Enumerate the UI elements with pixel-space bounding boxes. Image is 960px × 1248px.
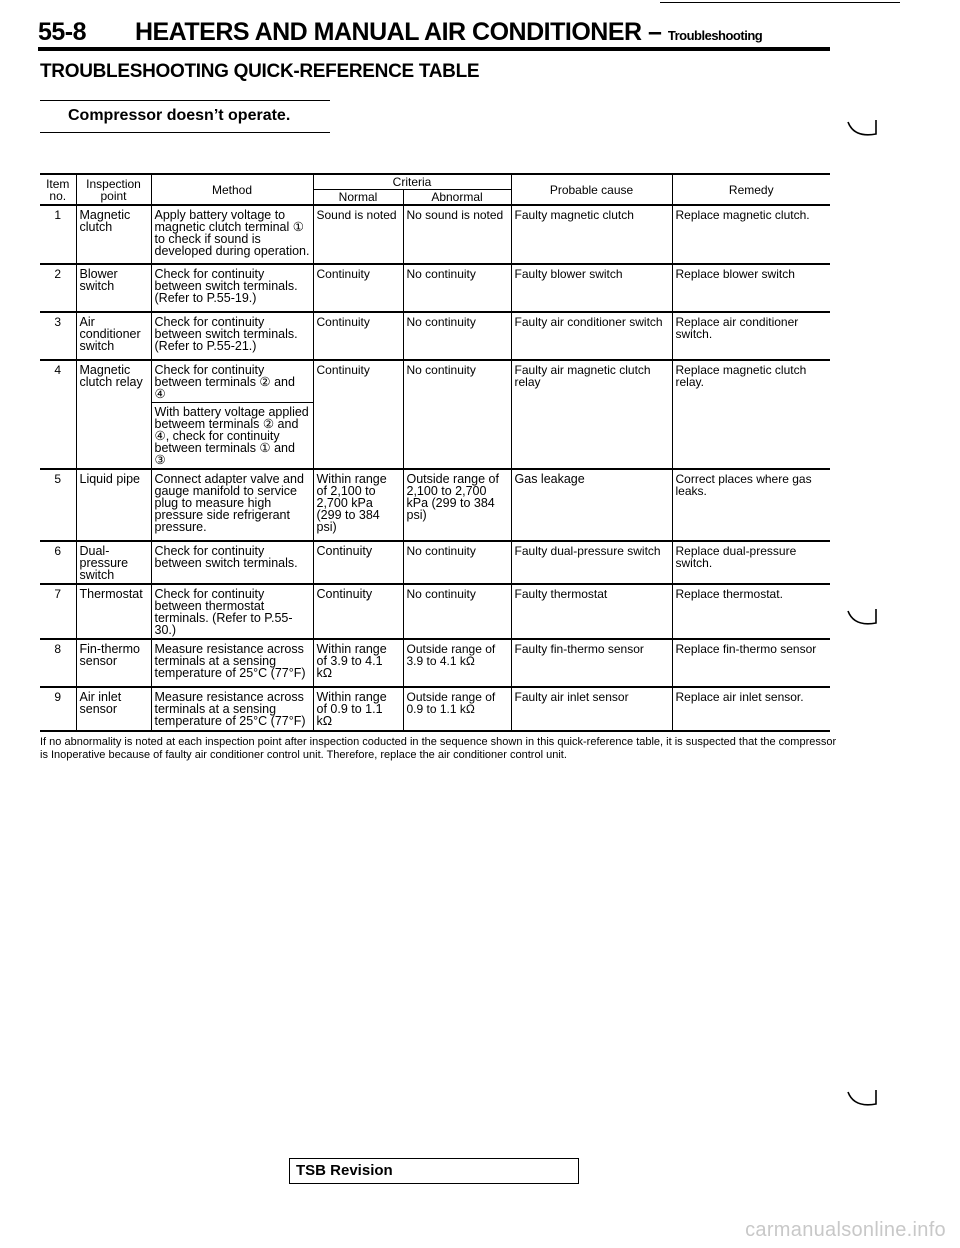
criteria-abnormal: Outside range of 3.9 to 4.1 kΩ: [403, 639, 511, 687]
table-row: [40, 205, 830, 264]
title-separator: –: [648, 18, 662, 46]
method: Apply battery voltage to magnetic clutch terminal ① to check if sound is developed during operation.: [151, 205, 313, 264]
probable-cause: Faulty magnetic clutch: [511, 205, 672, 264]
chapter-subtitle: Troubleshooting: [667, 28, 763, 43]
probable-cause: Faulty blower switch: [511, 264, 672, 312]
criteria-abnormal: No continuity: [403, 264, 511, 312]
table-row: [40, 360, 830, 403]
criteria-abnormal: No continuity: [403, 312, 511, 360]
inspection-point: Air conditioner switch: [76, 312, 151, 360]
inspection-point: Thermostat: [76, 584, 151, 639]
method: Measure resistance across terminals at a sensing temperature of 25°C (77°F): [151, 687, 313, 731]
remedy: Replace thermostat.: [672, 584, 830, 639]
item-no: 5: [40, 469, 76, 541]
inspection-point: Dual-pressure switch: [76, 541, 151, 584]
header-remedy: Remedy: [672, 174, 830, 205]
item-no: 6: [40, 541, 76, 584]
remedy: Replace magnetic clutch relay.: [672, 360, 830, 469]
footnote: If no abnormality is noted at each inspection point after inspection coducted in the sequence shown in this quick-reference table, it is suspected that the compressor is Inoperative because of faulty air conditioner control unit. Therefore, replace the air conditioner control unit.: [40, 736, 837, 761]
item-no: 1: [40, 205, 76, 264]
binder-hole-mark-icon: [846, 118, 880, 142]
remedy: Replace dual-pressure switch.: [672, 541, 830, 584]
criteria-normal: Continuity: [313, 584, 403, 639]
criteria-normal: Continuity: [313, 312, 403, 360]
method: Check for continuity between switch terminals. (Refer to P.55-19.): [151, 264, 313, 312]
criteria-normal: Continuity: [313, 360, 403, 469]
criteria-abnormal: No continuity: [403, 360, 511, 469]
table-header-row: [40, 174, 830, 190]
header-probable-cause: Probable cause: [511, 174, 672, 205]
inspection-point: Blower switch: [76, 264, 151, 312]
table-row: [40, 469, 830, 541]
header-criteria: Criteria: [313, 174, 511, 190]
criteria-abnormal: Outside range of 2,100 to 2,700 kPa (299 to 384 psi): [403, 469, 511, 541]
probable-cause: Faulty thermostat: [511, 584, 672, 639]
section-title: TROUBLESHOOTING QUICK-REFERENCE TABLE: [40, 61, 480, 82]
header-rule: [38, 47, 830, 51]
header-normal: Normal: [313, 190, 403, 206]
criteria-abnormal: No continuity: [403, 584, 511, 639]
chapter-title: HEATERS AND MANUAL AIR CONDITIONER: [134, 18, 642, 46]
probable-cause: Faulty dual-pressure switch: [511, 541, 672, 584]
method: Check for continuity between thermostat terminals. (Refer to P.55-30.): [151, 584, 313, 639]
remedy: Replace air conditioner switch.: [672, 312, 830, 360]
top-rule: [660, 2, 900, 3]
item-no: 7: [40, 584, 76, 639]
criteria-normal: Within range of 0.9 to 1.1 kΩ: [313, 687, 403, 731]
probable-cause: Gas leakage: [511, 469, 672, 541]
criteria-abnormal: No sound is noted: [403, 205, 511, 264]
remedy: Correct places where gas leaks.: [672, 469, 830, 541]
quick-reference-table: [40, 173, 830, 732]
item-no: 4: [40, 360, 76, 469]
header-method: Method: [151, 174, 313, 205]
criteria-abnormal: No continuity: [403, 541, 511, 584]
remedy: Replace air inlet sensor.: [672, 687, 830, 731]
header-item-no: Item no.: [40, 174, 76, 205]
remedy: Replace magnetic clutch.: [672, 205, 830, 264]
remedy: Replace blower switch: [672, 264, 830, 312]
item-no: 3: [40, 312, 76, 360]
page-number: 55-8: [38, 18, 87, 46]
header-abnormal: Abnormal: [403, 190, 511, 206]
item-no: 8: [40, 639, 76, 687]
tsb-revision-box: TSB Revision: [289, 1158, 579, 1184]
probable-cause: Faulty air magnetic clutch relay: [511, 360, 672, 469]
table-row: [40, 264, 830, 312]
method: Connect adapter valve and gauge manifold to service plug to measure high pressure side refrigerant pressure.: [151, 469, 313, 541]
criteria-normal: Continuity: [313, 264, 403, 312]
method: Check for continuity between switch terminals. (Refer to P.55-21.): [151, 312, 313, 360]
symptom-subtitle: Compressor doesn’t operate.: [40, 100, 330, 133]
remedy: Replace fin-thermo sensor: [672, 639, 830, 687]
table-row: [40, 541, 830, 584]
binder-hole-mark-icon: [846, 1088, 880, 1112]
item-no: 9: [54, 690, 62, 704]
criteria-abnormal: Outside range of 0.9 to 1.1 kΩ: [403, 687, 511, 731]
criteria-normal: Sound is noted: [313, 205, 403, 264]
header-inspection-point: Inspection point: [76, 174, 151, 205]
item-no: 2: [40, 264, 76, 312]
inspection-point: Air inlet sensor: [76, 687, 151, 731]
criteria-normal: Within range of 2,100 to 2,700 kPa (299 to 384 psi): [313, 469, 403, 541]
inspection-point: Magnetic clutch relay: [76, 360, 151, 469]
method: Check for continuity between switch terminals.: [151, 541, 313, 584]
table-row: [40, 687, 830, 731]
probable-cause: Faulty fin-thermo sensor: [511, 639, 672, 687]
inspection-point: Magnetic clutch: [76, 205, 151, 264]
method: Check for continuity between terminals ② and ④: [151, 360, 313, 403]
table-row: [40, 584, 830, 639]
inspection-point: Fin-thermo sensor: [76, 639, 151, 687]
method: Measure resistance across terminals at a sensing temperature of 25°C (77°F): [151, 639, 313, 687]
table-row: [40, 312, 830, 360]
binder-hole-mark-icon: [846, 607, 880, 631]
inspection-point: Liquid pipe: [76, 469, 151, 541]
watermark: carmanualsonline.info: [745, 1219, 946, 1241]
page-header: [38, 18, 828, 47]
table-row: [40, 639, 830, 687]
criteria-normal: Continuity: [313, 541, 403, 584]
probable-cause: Faulty air inlet sensor: [511, 687, 672, 731]
criteria-normal: Within range of 3.9 to 4.1 kΩ: [313, 639, 403, 687]
method-energized: With battery voltage applied betweem terminals ② and ④, check for continuity between terminals ① and ③: [151, 403, 313, 470]
probable-cause: Faulty air conditioner switch: [511, 312, 672, 360]
